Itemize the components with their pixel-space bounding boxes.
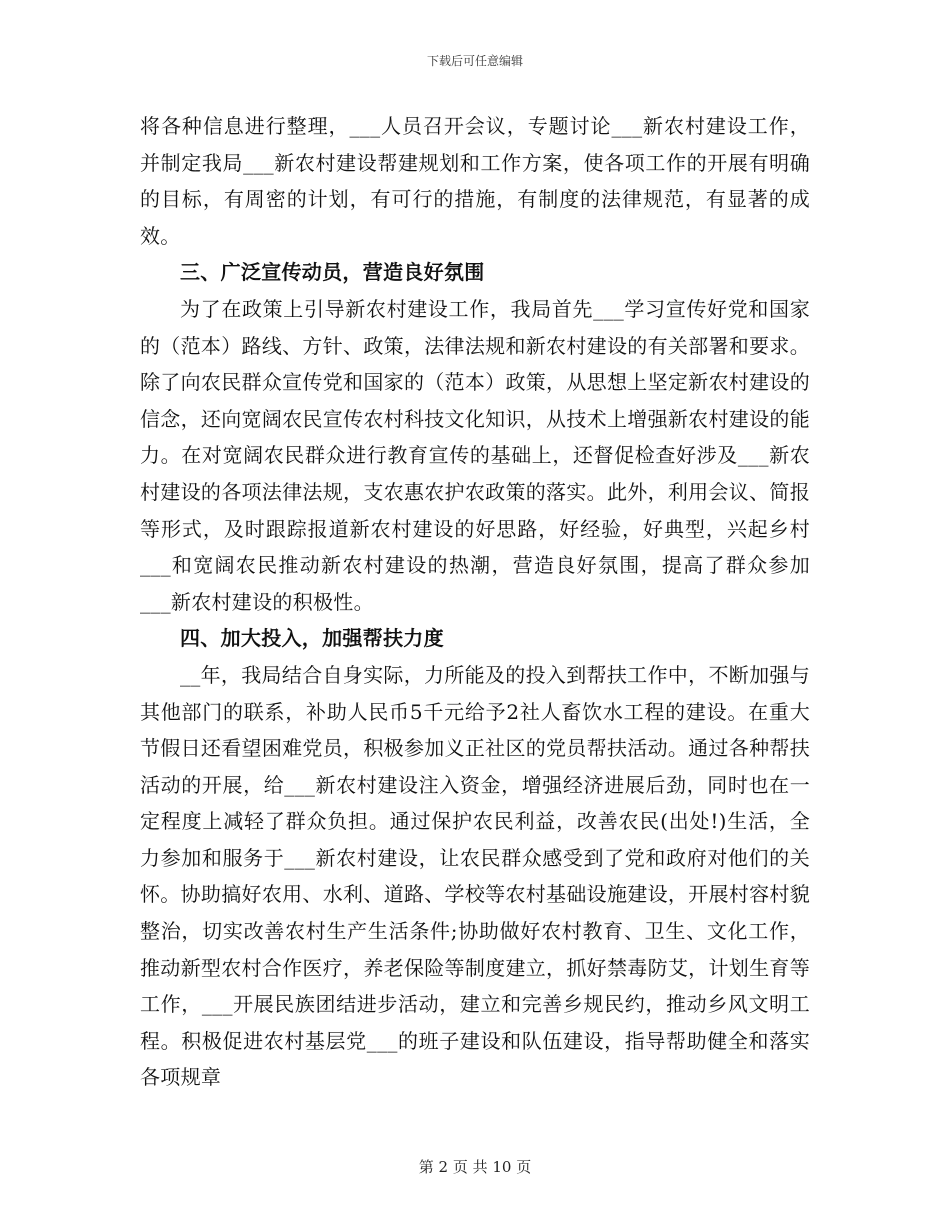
paragraph-intro-continued: 将各种信息进行整理，___人员召开会议，专题讨论___新农村建设工作，并制定我局___新农村建设帮建规划和工作方案，使各项工作的开展有明确的目标，有周密的计划，有可行的措施，有制度的法律规范，有显著的成效。 [140, 114, 810, 248]
section-heading-4: 四、加大投入，加强帮扶力度 [180, 626, 444, 651]
page-footer: 第 2 页 共 10 页 [418, 1158, 532, 1176]
document-body [140, 108, 810, 1096]
section-heading-3: 三、广泛宣传动员，营造良好氛围 [180, 260, 485, 285]
page-header: 下载后可任意编辑 [426, 54, 523, 68]
paragraph-investment: __年，我局结合自身实际，力所能及的投入到帮扶工作中，不断加强与其他部门的联系，补助人民币5千元给予2社人畜饮水工程的建设。在重大节假日还看望困难党员，积极参加义正社区的党员帮扶活动。通过各种帮扶活动的开展，给___新农村建设注入资金，增强经济进展后劲，同时也在一定程度上减轻了群众负担。通过保护农民利益，改善农民(出处!)生活，全力参加和服务于___新农村建设，让农民群众感受到了党和政府对他们的关怀。协助搞好农用、水利、道路、学校等农村基础设施建设，开展村容村貌整治，切实改善农村生产生活条件;协助做好农村教育、卫生、文化工作，推动新型农村合作医疗，养老保险等制度建立，抓好禁毒防艾，计划生育等工作，___开展民族团结进步活动，建立和完善乡规民约，推动乡风文明工程。积极促进农村基层党___的班子建设和队伍建设，指导帮助健全和落实各项规章 [140, 662, 810, 1090]
paragraph-publicity: 为了在政策上引导新农村建设工作，我局首先___学习宣传好党和国家的（范本）路线、方针、政策，法律法规和新农村建设的有关部署和要求。除了向农民群众宣传党和国家的（范本）政策，从思想上坚定新农村建设的信念，还向宽阔农民宣传农村科技文化知识，从技术上增强新农村建设的能力。在对宽阔农民群众进行教育宣传的基础上，还督促检查好涉及___新农村建设的各项法律法规，支农惠农护农政策的落实。此外，利用会议、简报等形式，及时跟踪报道新农村建设的好思路，好经验，好典型，兴起乡村___和宽阔农民推动新农村建设的热潮，营造良好氛围，提高了群众参加___新农村建设的积极性。 [140, 296, 810, 614]
